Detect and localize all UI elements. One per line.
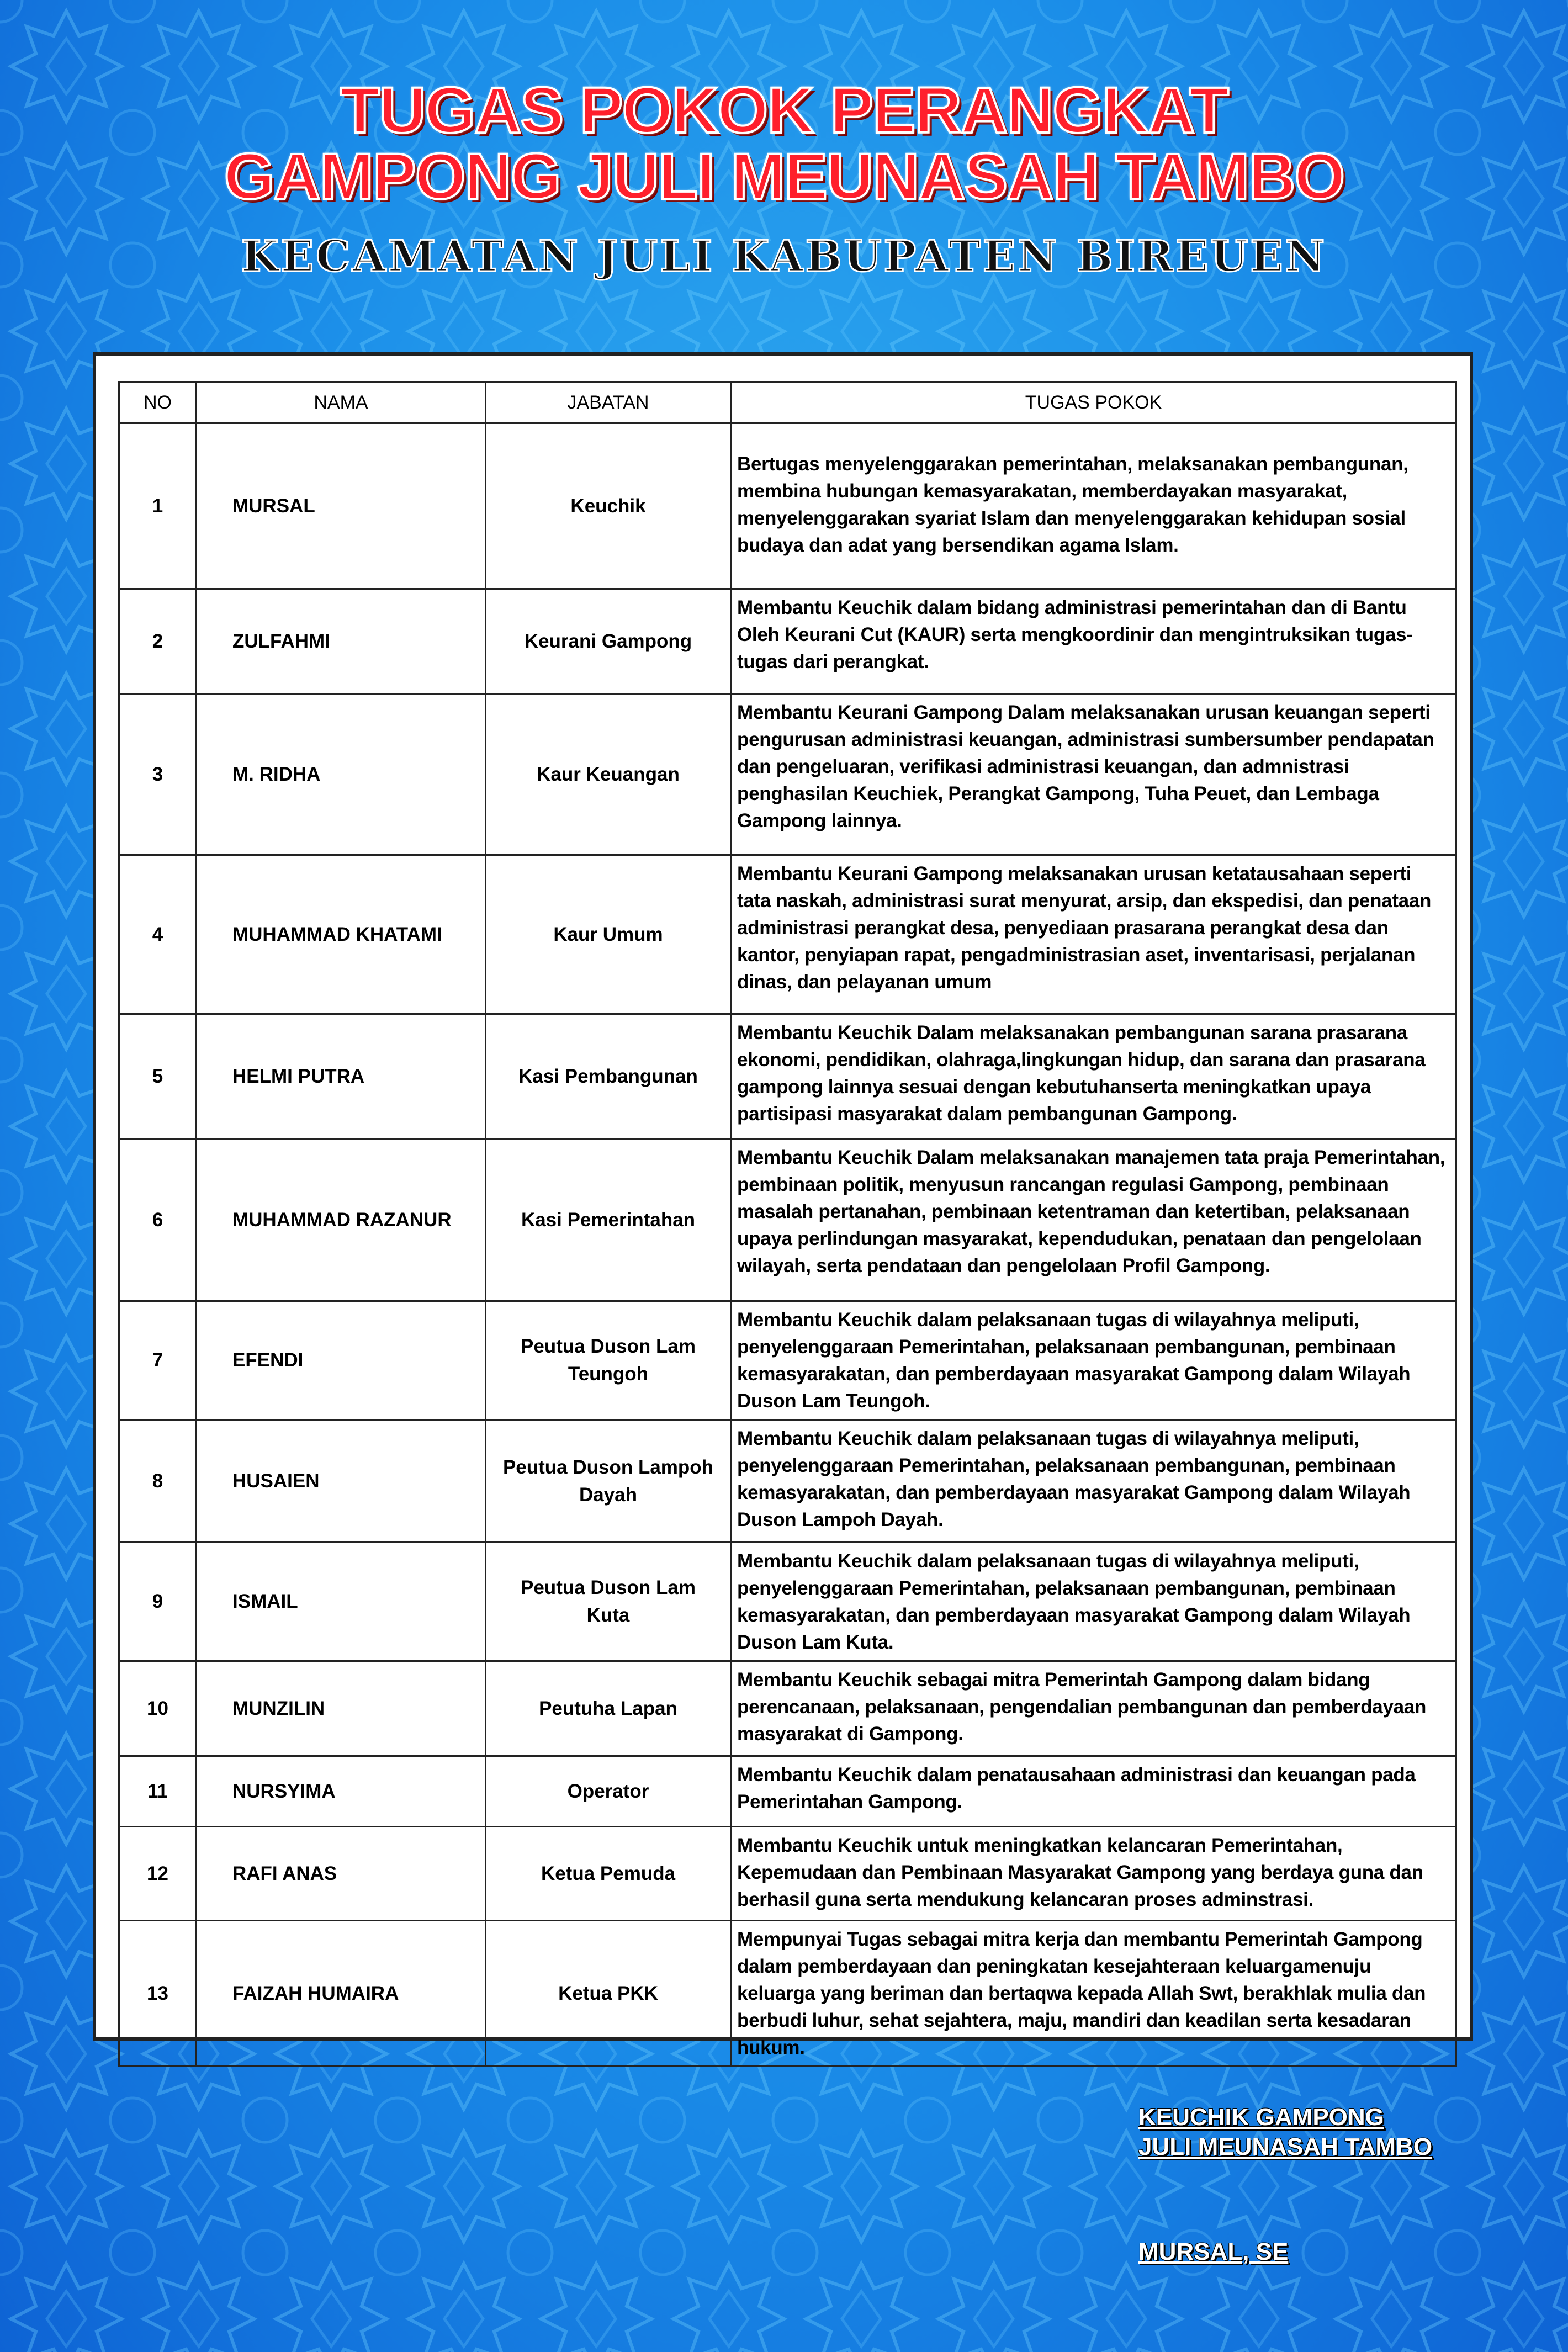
cell-tugas: Membantu Keuchik Dalam melaksanakan manajemen tata praja Pemerintahan, pembinaan politik, menyusun rancangan regulasi Gampong, pembinaan masalah pertanahan, pembinaan ketentraman dan ketertiban, pelaksanaan upaya perlindungan masyarakat, kependudukan, penataan dan pengelolaan wilayah, serta pendataan dan pengelolaan Profil Gampong. (731, 1139, 1456, 1301)
cell-no: 10 (119, 1661, 197, 1756)
cell-nama: M. RIDHA (197, 694, 486, 855)
cell-nama: NURSYIMA (197, 1756, 486, 1827)
cell-jabatan: Peutua Duson Lam Kuta (486, 1543, 731, 1661)
table-row (119, 1301, 1456, 1420)
cell-jabatan: Peutua Duson Lampoh Dayah (486, 1420, 731, 1543)
duties-table (118, 381, 1457, 2067)
cell-jabatan: Kasi Pembangunan (486, 1014, 731, 1139)
cell-nama: MUHAMMAD KHATAMI (197, 855, 486, 1014)
cell-nama: EFENDI (197, 1301, 486, 1420)
header-jabatan: JABATAN (486, 382, 731, 423)
table-row (119, 694, 1456, 855)
page-title-line-2: GAMPONG JULI MEUNASAH TAMBO (224, 140, 1344, 213)
cell-nama: ZULFAHMI (197, 589, 486, 694)
cell-tugas: Membantu Keuchik dalam pelaksanaan tugas di wilayahnya meliputi, penyelenggaraan Pemerintahan, pelaksanaan pembangunan, pembinaan kemasyarakatan, dan pemberdayaan masyarakat Gampong dalam Wilayah Duson Lampoh Dayah. (731, 1420, 1456, 1543)
cell-jabatan: Kasi Pemerintahan (486, 1139, 731, 1301)
cell-nama: HUSAIEN (197, 1420, 486, 1543)
cell-tugas: Membantu Keuchik dalam penatausahaan administrasi dan keuangan pada Pemerintahan Gampong. (731, 1756, 1456, 1827)
cell-tugas: Membantu Keuchik dalam bidang administrasi pemerintahan dan di Bantu Oleh Keurani Cut (KAUR) serta mengkoordinir dan mengintruksikan tugas-tugas dari perangkat. (731, 589, 1456, 694)
cell-no: 6 (119, 1139, 197, 1301)
cell-no: 3 (119, 694, 197, 855)
table-row (119, 1543, 1456, 1661)
table-row (119, 1921, 1456, 2067)
cell-tugas: Bertugas menyelenggarakan pemerintahan, melaksanakan pembangunan, membina hubungan kemasyarakatan, memberdayakan masyarakat, menyelenggarakan syariat Islam dan menyelenggarakan kehidupan sosial budaya dan adat yang bersendikan agama Islam. (731, 423, 1456, 589)
table-row (119, 1420, 1456, 1543)
cell-tugas: Membantu Keuchik dalam pelaksanaan tugas di wilayahnya meliputi, penyelenggaraan Pemerintahan, pelaksanaan pembangunan, pembinaan kemasyarakatan, dan pemberdayaan masyarakat Gampong dalam Wilayah Duson Lam Kuta. (731, 1543, 1456, 1661)
cell-nama: MUNZILIN (197, 1661, 486, 1756)
cell-jabatan: Kaur Keuangan (486, 694, 731, 855)
cell-jabatan: Peutuha Lapan (486, 1661, 731, 1756)
header-nama: NAMA (197, 382, 486, 423)
table-row (119, 855, 1456, 1014)
cell-tugas: Membantu Keuchik sebagai mitra Pemerintah Gampong dalam bidang perencanaan, pelaksanaan, pengendalian pembangunan dan pemberdayaan masyarakat di Gampong. (731, 1661, 1456, 1756)
table-row (119, 423, 1456, 589)
header-tugas-pokok: TUGAS POKOK (731, 382, 1456, 423)
cell-no: 2 (119, 589, 197, 694)
cell-tugas: Membantu Keurani Gampong Dalam melaksanakan urusan keuangan seperti pengurusan administrasi keuangan, administrasi sumbersumber pendapatan dan pengeluaran, verifikasi administrasi keuangan, dan admnistrasi penghasilan Keuchiek, Perangkat Gampong, Tuha Peuet, dan Lembaga Gampong lainnya. (731, 694, 1456, 855)
table-row (119, 1661, 1456, 1756)
cell-no: 7 (119, 1301, 197, 1420)
cell-nama: MUHAMMAD RAZANUR (197, 1139, 486, 1301)
table-header-row (119, 382, 1456, 423)
cell-no: 9 (119, 1543, 197, 1661)
cell-nama: MURSAL (197, 423, 486, 589)
cell-jabatan: Ketua PKK (486, 1921, 731, 2067)
cell-no: 13 (119, 1921, 197, 2067)
cell-tugas: Mempunyai Tugas sebagai mitra kerja dan membantu Pemerintah Gampong dalam pemberdayaan dan peningkatan kesejahteraan keluargamenuju keluarga yang beriman dan bertaqwa kepada Allah Swt, berakhlak mulia dan berbudi luhur, sehat sejahtera, maju, mandiri dan keadilan serta kesadaran hukum. (731, 1921, 1456, 2067)
header-no: NO (119, 382, 197, 423)
cell-no: 11 (119, 1756, 197, 1827)
cell-jabatan: Keuchik (486, 423, 731, 589)
table-row (119, 1756, 1456, 1827)
cell-no: 8 (119, 1420, 197, 1543)
cell-tugas: Membantu Keuchik dalam pelaksanaan tugas di wilayahnya meliputi, penyelenggaraan Pemerintahan, pelaksanaan pembangunan, pembinaan kemasyarakatan, dan pemberdayaan masyarakat Gampong dalam Wilayah Duson Lam Teungoh. (731, 1301, 1456, 1420)
table-panel (93, 352, 1473, 2058)
cell-tugas: Membantu Keuchik Dalam melaksanakan pembangunan sarana prasarana ekonomi, pendidikan, olahraga,lingkungan hidup, dan sarana dan prasarana gampong lainnya sesuai dengan kebutuhanserta meningkatkan upaya partisipasi masyarakat dalam pembangunan Gampong. (731, 1014, 1456, 1139)
signature-title-line-2: JULI MEUNASAH TAMBO (1138, 2133, 1433, 2160)
cell-no: 4 (119, 855, 197, 1014)
cell-nama: FAIZAH HUMAIRA (197, 1921, 486, 2067)
table-row (119, 1139, 1456, 1301)
table-row (119, 1014, 1456, 1139)
cell-no: 5 (119, 1014, 197, 1139)
signature-name: MURSAL, SE (1138, 2238, 1289, 2265)
cell-nama: RAFI ANAS (197, 1827, 486, 1921)
cell-jabatan: Ketua Pemuda (486, 1827, 731, 1921)
cell-nama: ISMAIL (197, 1543, 486, 1661)
cell-jabatan: Kaur Umum (486, 855, 731, 1014)
table-row (119, 589, 1456, 694)
page-subtitle: KECAMATAN JULI KABUPATEN BIREUEN (241, 231, 1327, 282)
table-row (119, 1827, 1456, 1921)
cell-tugas: Membantu Keuchik untuk meningkatkan kelancaran Pemerintahan, Kepemudaan dan Pembinaan Masyarakat Gampong yang berdaya guna dan berhasil guna serta mendukung kelancaran proses adminstrasi. (731, 1827, 1456, 1921)
cell-jabatan: Peutua Duson Lam Teungoh (486, 1301, 731, 1420)
cell-jabatan: Operator (486, 1756, 731, 1827)
cell-no: 1 (119, 423, 197, 589)
signature-title-line-1: KEUCHIK GAMPONG (1138, 2104, 1384, 2131)
cell-jabatan: Keurani Gampong (486, 589, 731, 694)
cell-nama: HELMI PUTRA (197, 1014, 486, 1139)
page-title-line-1: TUGAS POKOK PERANGKAT (340, 74, 1228, 147)
cell-tugas: Membantu Keurani Gampong melaksanakan urusan ketatausahaan seperti tata naskah, administrasi surat menyurat, arsip, dan ekspedisi, dan penataan administrasi perangkat desa, penyediaan prasarana perangkat desa dan kantor, penyiapan rapat, pengadministrasian aset, inventarisasi, perjalanan dinas, dan pelayanan umum (731, 855, 1456, 1014)
cell-no: 12 (119, 1827, 197, 1921)
